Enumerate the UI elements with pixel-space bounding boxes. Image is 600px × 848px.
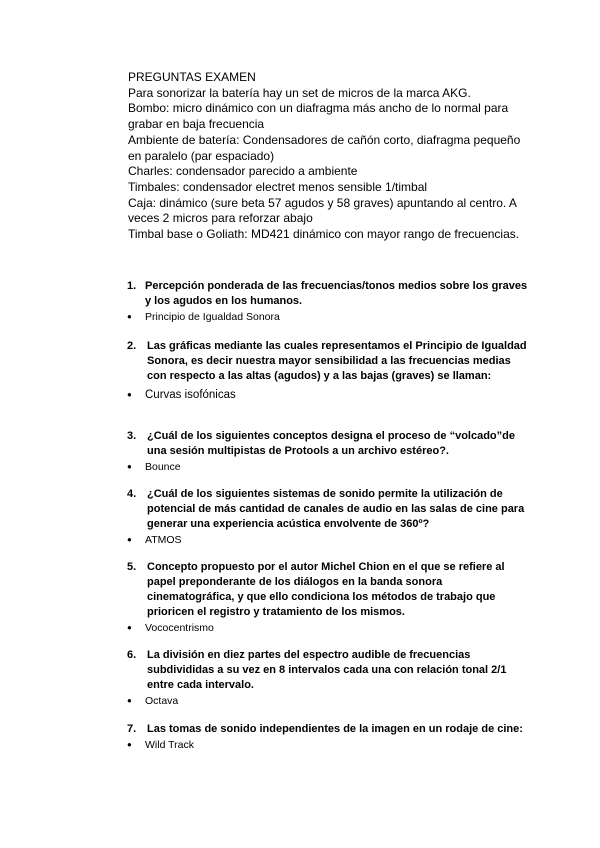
intro-line: Caja: dinámico (sure beta 57 agudos y 58 graves) apuntando al centro. A veces 2 micros para reforzar abajo bbox=[128, 195, 517, 226]
question-number: 3. bbox=[127, 430, 137, 442]
question-number: 7. bbox=[127, 723, 137, 735]
bullet-icon: ● bbox=[127, 623, 132, 632]
intro-line: Bombo: micro dinámico con un diafragma más ancho de lo normal para grabar en baja frecuencia bbox=[128, 101, 509, 132]
question-text: La división en diez partes del espectro audible de frecuencias subdivididas a su vez en 8 intervalos cada una con relación tonal 2/1 entre cada intervalo. bbox=[147, 649, 507, 691]
question-5 bbox=[127, 560, 532, 636]
question-7 bbox=[127, 722, 532, 753]
intro-title: PREGUNTAS EXAMEN bbox=[128, 70, 256, 84]
bullet-icon: ● bbox=[127, 696, 132, 705]
bullet-icon: ● bbox=[127, 462, 132, 471]
answer-text: Curvas isofónicas bbox=[145, 389, 236, 401]
bullet-icon: ● bbox=[127, 535, 132, 544]
question-6 bbox=[127, 648, 532, 709]
question-number: 6. bbox=[127, 649, 137, 661]
intro-notes bbox=[128, 70, 528, 243]
question-text: ¿Cuál de los siguientes conceptos designa el proceso de “volcado”de una sesión multipistas de Protools a un archivo estéreo?. bbox=[147, 430, 515, 457]
answer-text: ATMOS bbox=[145, 534, 182, 546]
bullet-icon: ● bbox=[127, 390, 132, 399]
answer-text: Bounce bbox=[145, 461, 181, 473]
intro-line: Para sonorizar la batería hay un set de micros de la marca AKG. bbox=[128, 85, 471, 100]
intro-line: Charles: condensador parecido a ambiente bbox=[128, 164, 358, 179]
answer-text: Vococentrismo bbox=[145, 622, 214, 634]
answer-text: Wild Track bbox=[145, 739, 195, 751]
intro-line: Ambiente de batería: Condensadores de cañón corto, diafragma pequeño en paralelo (par espaciado) bbox=[128, 132, 521, 163]
answer-text: Principio de Igualdad Sonora bbox=[145, 311, 280, 323]
answer-text: Octava bbox=[145, 695, 179, 707]
bullet-icon: ● bbox=[127, 740, 132, 749]
question-number: 2. bbox=[127, 340, 137, 352]
question-1 bbox=[127, 279, 532, 325]
question-text: Percepción ponderada de las frecuencias/tonos medios sobre los graves y los agudos en los humanos. bbox=[145, 280, 528, 307]
question-text: Concepto propuesto por el autor Michel Chion en el que se refiere al papel preponderante de los diálogos en la banda sonora cinematográfica, y que ello condiciona los métodos de trabajo que prioricen el registro y tratamiento de los mismos. bbox=[147, 561, 505, 618]
bullet-icon: ● bbox=[127, 312, 132, 321]
question-3 bbox=[127, 429, 532, 475]
intro-line: Timbales: condensador electret menos sensible 1/timbal bbox=[128, 179, 428, 194]
question-number: 1. bbox=[127, 280, 137, 292]
question-number: 4. bbox=[127, 488, 137, 500]
question-4 bbox=[127, 487, 532, 548]
question-number: 5. bbox=[127, 561, 137, 573]
intro-line: Timbal base o Goliath: MD421 dinámico con mayor rango de frecuencias. bbox=[128, 227, 520, 242]
question-text: Las tomas de sonido independientes de la imagen en un rodaje de cine: bbox=[147, 723, 523, 735]
question-text: ¿Cuál de los siguientes sistemas de sonido permite la utilización de potencial de más cantidad de canales de audio en las salas de cine para generar una experiencia acústica envolvente de 360º? bbox=[147, 488, 525, 530]
question-text: Las gráficas mediante las cuales representamos el Principio de Igualdad Sonora, es decir nuestra mayor sensibilidad a las frecuencias medias con respecto a las altas (agudos) y a las bajas (graves) se llaman: bbox=[147, 340, 527, 382]
question-2 bbox=[127, 339, 532, 404]
